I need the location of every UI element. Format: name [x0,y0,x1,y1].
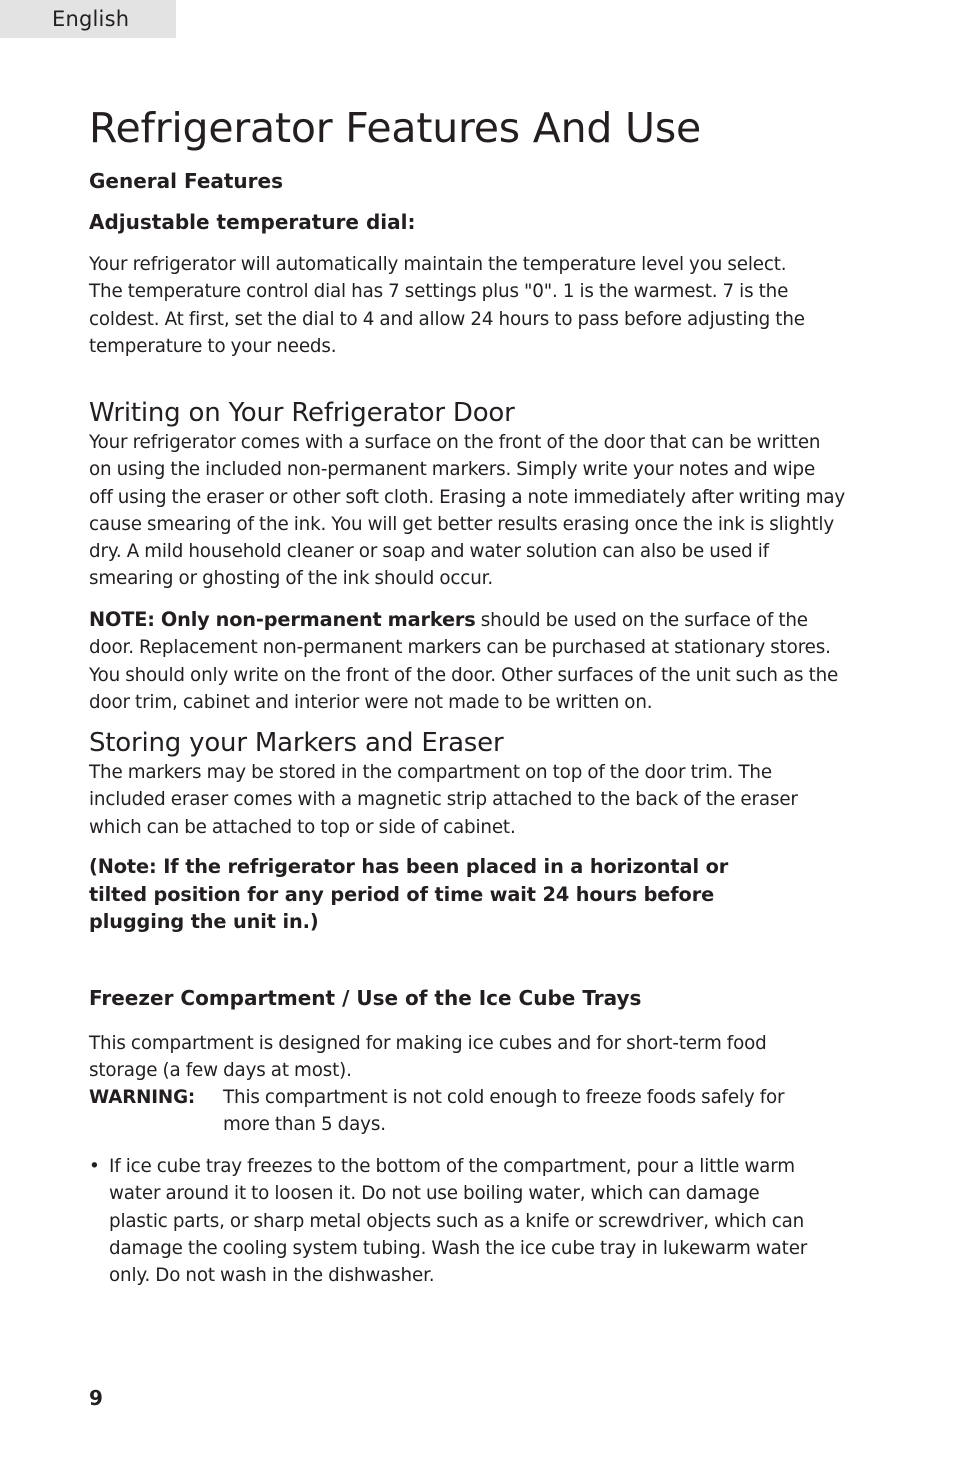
general-features-heading: General Features [89,169,284,193]
page-number: 9 [89,1386,103,1410]
warning-line: more than 5 days. [223,1114,386,1136]
paragraph-line: storage (a few days at most). [89,1060,352,1082]
paragraph-line: off using the eraser or other soft cloth. Erasing a note immediately after writing may [89,486,846,508]
storing-markers-paragraph [89,759,879,841]
temperature-dial-subheading: Adjustable temperature dial: [89,210,416,234]
warning-label: WARNING: [89,1087,196,1108]
placement-note [89,853,728,936]
paragraph-line: door trim, cabinet and interior were not made to be written on. [89,691,653,713]
warning-text [223,1084,784,1139]
markers-note-label: NOTE: Only non-permanent markers [89,608,476,631]
note-line: plugging the unit in.) [89,910,319,933]
warning-line: This compartment is not cold enough to freeze foods safely for [223,1087,785,1108]
paragraph-line: cause smearing of the ink. You will get better results erasing once the ink is slightly [89,513,835,535]
paragraph-line: Your refrigerator comes with a surface on the front of the door that can be written [89,432,821,453]
paragraph-line [89,606,879,634]
writing-door-paragraph [89,429,879,593]
markers-note-paragraph [89,606,879,716]
storing-markers-heading: Storing your Markers and Eraser [89,728,504,758]
language-tab: English [0,0,176,38]
bullet-line: water around it to loosen it. Do not use boiling water, which can damage [109,1183,760,1205]
page-title: Refrigerator Features And Use [89,104,702,152]
paragraph-line: This compartment is designed for making ice cubes and for short-term food [89,1033,767,1054]
paragraph-line: smearing or ghosting of the ink should occur. [89,568,493,590]
note-line: tilted position for any period of time wait 24 hours before [89,882,715,906]
writing-door-heading: Writing on Your Refrigerator Door [89,398,515,428]
paragraph-line: on using the included non-permanent markers. Simply write your notes and wipe [89,459,816,481]
paragraph-line: temperature to your needs. [89,335,337,357]
bullet-line: only. Do not wash in the dishwasher. [109,1265,435,1287]
temperature-dial-paragraph [89,251,879,360]
bullet-dot-icon: • [89,1156,100,1177]
freezer-paragraph [89,1030,879,1085]
paragraph-line: door. Replacement non-permanent markers can be purchased at stationary stores. [89,637,831,659]
paragraph-line: dry. A mild household cleaner or soap and water solution can also be used if [89,541,769,563]
paragraph-line: which can be attached to top or side of cabinet. [89,816,516,838]
paragraph-line: Your refrigerator will automatically maintain the temperature level you select. [89,254,787,275]
paragraph-line: The temperature control dial has 7 settings plus "0". 1 is the warmest. 7 is the [89,281,789,303]
paragraph-line: You should only write on the front of the door. Other surfaces of the unit such as the [89,664,839,686]
paragraph-line: coldest. At first, set the dial to 4 and allow 24 hours to pass before adjusting the [89,308,805,330]
paragraph-line: The markers may be stored in the compartment on top of the door trim. The [89,762,772,783]
markers-note-text: should be used on the surface of the [475,610,808,631]
bullet-line: plastic parts, or sharp metal objects such as a knife or screwdriver, which can [109,1210,805,1232]
bullet-line: If ice cube tray freezes to the bottom of the compartment, pour a little warm [109,1156,795,1177]
note-line: (Note: If the refrigerator has been placed in a horizontal or [89,855,729,878]
bullet-line: damage the cooling system tubing. Wash the ice cube tray in lukewarm water [109,1237,808,1259]
bullet-text [109,1153,807,1289]
freezer-heading: Freezer Compartment / Use of the Ice Cube Trays [89,986,642,1010]
paragraph-line: included eraser comes with a magnetic strip attached to the back of the eraser [89,789,798,811]
